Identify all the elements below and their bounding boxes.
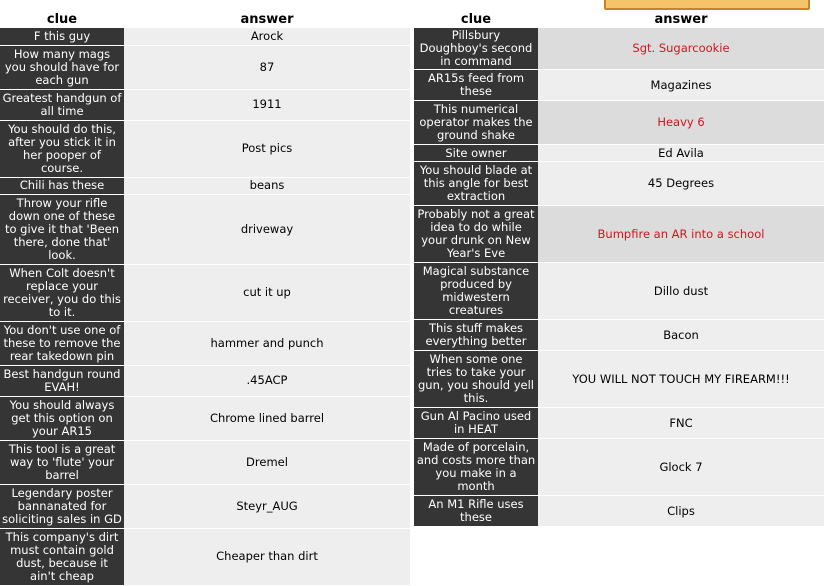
top-banner xyxy=(604,0,810,10)
clue-cell: This numerical operator makes the ground shake xyxy=(414,101,538,145)
table-row xyxy=(0,528,410,585)
table-row xyxy=(0,264,410,321)
answer-cell: Bumpfire an AR into a school xyxy=(538,206,824,263)
clue-cell: Best handgun round EVAH! xyxy=(0,365,124,396)
clue-cell: This company's dirt must contain gold dust, because it ain't cheap xyxy=(0,528,124,585)
clue-cell: Greatest handgun of all time xyxy=(0,89,124,120)
table-row xyxy=(414,263,824,320)
table-row xyxy=(414,145,824,162)
table-row xyxy=(0,396,410,440)
answer-cell: 45 Degrees xyxy=(538,162,824,206)
clue-cell: Gun Al Pacino used in HEAT xyxy=(414,408,538,439)
table-row xyxy=(414,408,824,439)
clue-cell: Throw your rifle down one of these to give it that 'Been there, done that' look. xyxy=(0,194,124,264)
answer-cell: Bacon xyxy=(538,320,824,351)
clue-cell: When Colt doesn't replace your receiver, you do this to it. xyxy=(0,264,124,321)
answer-cell: Cheaper than dirt xyxy=(124,528,410,585)
answer-column-header: answer xyxy=(124,12,410,28)
table-row xyxy=(0,484,410,528)
answer-cell: Glock 7 xyxy=(538,439,824,496)
clue-column-header: clue xyxy=(414,12,538,28)
clue-cell: Legendary poster bannanated for soliciting sales in GD xyxy=(0,484,124,528)
answer-cell: Magazines xyxy=(538,70,824,101)
answer-cell: cut it up xyxy=(124,264,410,321)
clue-cell: AR15s feed from these xyxy=(414,70,538,101)
answer-cell: Ed Avila xyxy=(538,145,824,162)
clue-cell: F this guy xyxy=(0,28,124,45)
table-row xyxy=(414,162,824,206)
answer-cell: FNC xyxy=(538,408,824,439)
answer-column-header: answer xyxy=(538,12,824,28)
table-row xyxy=(0,177,410,194)
answer-cell: Heavy 6 xyxy=(538,101,824,145)
table-row xyxy=(414,28,824,70)
table-row xyxy=(414,101,824,145)
clue-cell: When some one tries to take your gun, you should yell this. xyxy=(414,351,538,408)
answer-cell: Steyr_AUG xyxy=(124,484,410,528)
table-row xyxy=(414,320,824,351)
answer-cell: .45ACP xyxy=(124,365,410,396)
clue-cell: This tool is a great way to 'flute' your barrel xyxy=(0,440,124,484)
answer-cell: Arock xyxy=(124,28,410,45)
table-row xyxy=(0,321,410,365)
table-row xyxy=(0,194,410,264)
clue-cell: Probably not a great idea to do while your drunk on New Year's Eve xyxy=(414,206,538,263)
table-row xyxy=(414,351,824,408)
answer-cell: 87 xyxy=(124,45,410,89)
clue-cell: You should do this, after you stick it in her pooper of course. xyxy=(0,120,124,177)
clue-cell: Magical substance produced by midwestern creatures xyxy=(414,263,538,320)
answer-cell: 1911 xyxy=(124,89,410,120)
table-row xyxy=(0,440,410,484)
clue-cell: An M1 Rifle uses these xyxy=(414,496,538,527)
clue-cell: Made of porcelain, and costs more than you make in a month xyxy=(414,439,538,496)
crossword-answers-table-right xyxy=(414,12,824,527)
answer-cell: YOU WILL NOT TOUCH MY FIREARM!!! xyxy=(538,351,824,408)
answer-cell: Dillo dust xyxy=(538,263,824,320)
answer-cell: Clips xyxy=(538,496,824,527)
answer-cell: beans xyxy=(124,177,410,194)
crossword-answers-table-left xyxy=(0,12,410,586)
answer-cell: Chrome lined barrel xyxy=(124,396,410,440)
clue-cell: This stuff makes everything better xyxy=(414,320,538,351)
table-row xyxy=(414,70,824,101)
clue-column-header: clue xyxy=(0,12,124,28)
answer-cell: Dremel xyxy=(124,440,410,484)
answer-cell: Sgt. Sugarcookie xyxy=(538,28,824,70)
table-row xyxy=(414,496,824,527)
clue-cell: You should always get this option on your AR15 xyxy=(0,396,124,440)
answer-cell: hammer and punch xyxy=(124,321,410,365)
table-row xyxy=(414,439,824,496)
clue-cell: Chili has these xyxy=(0,177,124,194)
table-row xyxy=(0,365,410,396)
table-row xyxy=(0,120,410,177)
clue-cell: You should blade at this angle for best extraction xyxy=(414,162,538,206)
clue-cell: How many mags you should have for each gun xyxy=(0,45,124,89)
clue-cell: Site owner xyxy=(414,145,538,162)
table-row xyxy=(0,89,410,120)
answer-cell: Post pics xyxy=(124,120,410,177)
table-row xyxy=(0,45,410,89)
table-row xyxy=(414,206,824,263)
clue-cell: You don't use one of these to remove the rear takedown pin xyxy=(0,321,124,365)
table-row xyxy=(0,28,410,45)
clue-cell: Pillsbury Doughboy's second in command xyxy=(414,28,538,70)
answer-cell: driveway xyxy=(124,194,410,264)
